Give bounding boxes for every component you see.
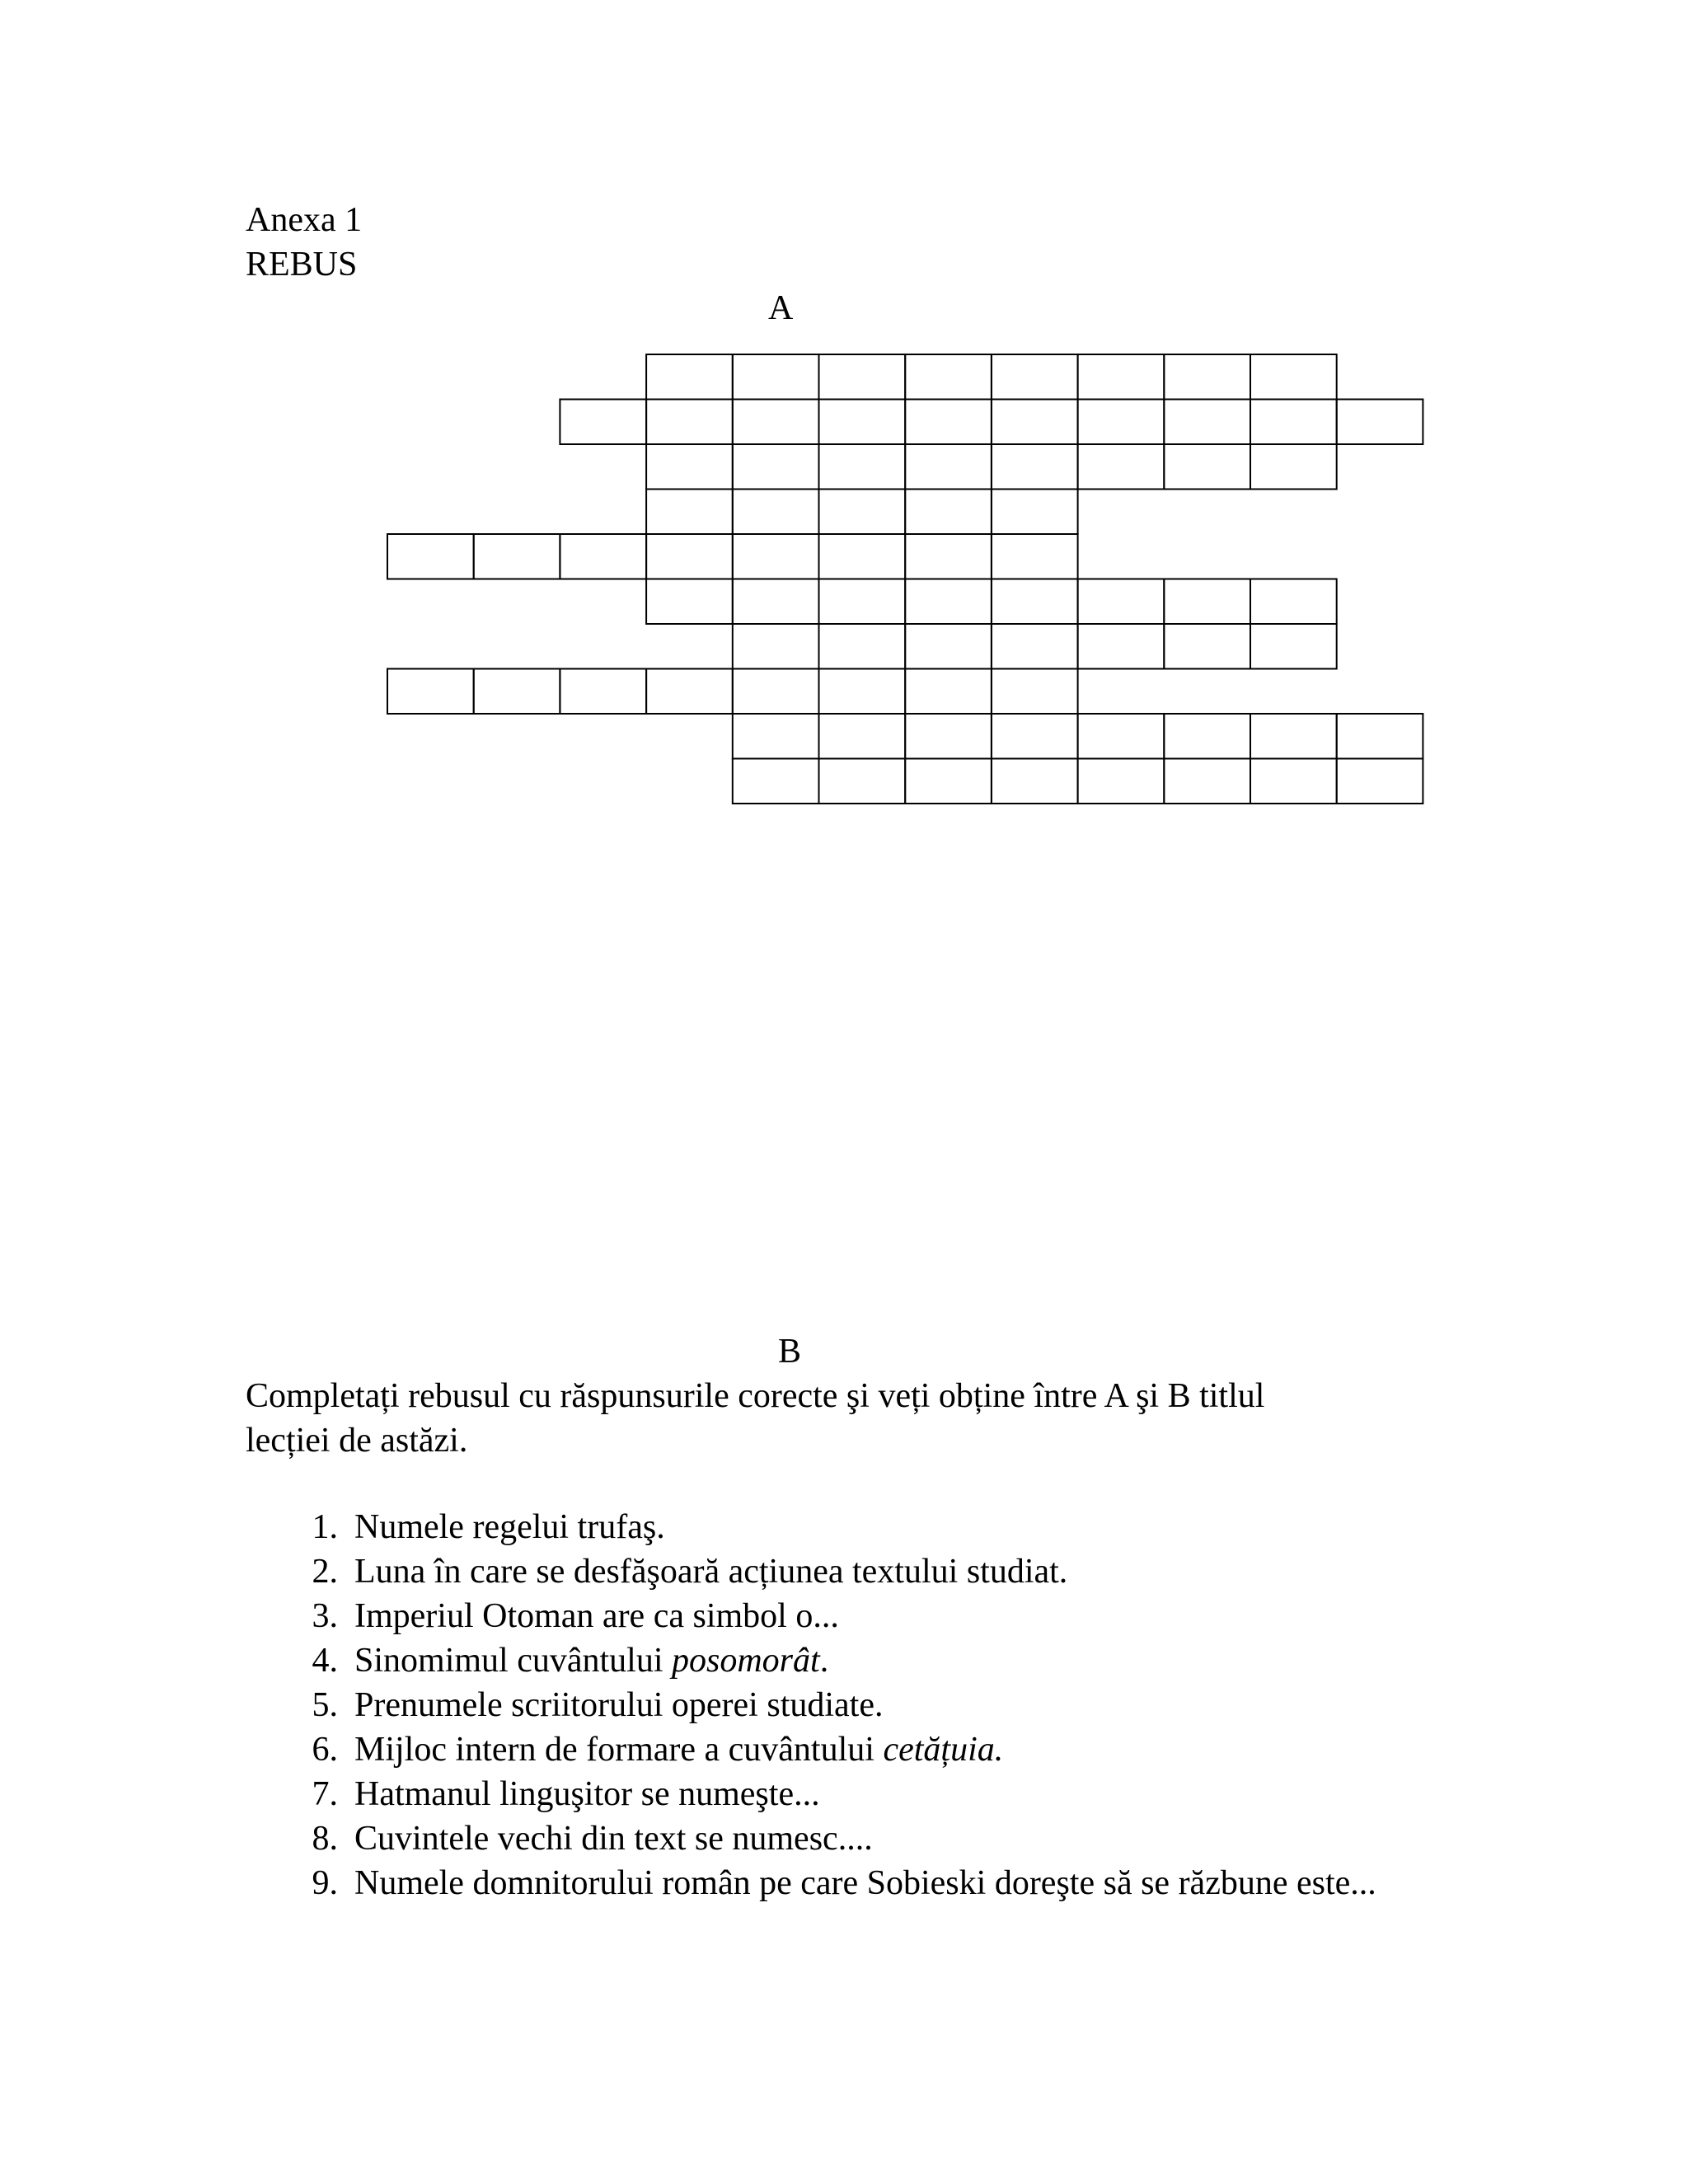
crossword-cell	[819, 354, 906, 400]
crossword-cell	[646, 579, 733, 625]
crossword-cell	[1250, 579, 1337, 625]
crossword-cell	[387, 534, 474, 579]
clue-item	[280, 1727, 1003, 1772]
crossword-cell	[733, 714, 819, 759]
crossword-cell	[474, 534, 560, 579]
crossword-cell	[819, 579, 906, 625]
crossword-row-3	[646, 444, 1337, 490]
marker-a: A	[768, 289, 794, 327]
crossword-cell	[819, 490, 906, 535]
crossword-cell	[905, 759, 992, 804]
clue-text: Hatmanul linguşitor se numeşte...	[354, 1775, 820, 1813]
crossword-cell	[905, 354, 992, 400]
crossword-cell	[819, 624, 906, 669]
clue-item	[280, 1505, 665, 1549]
crossword-cell	[646, 669, 733, 715]
crossword-cell	[992, 624, 1078, 669]
clue-number: 6.	[312, 1731, 338, 1769]
crossword-cell	[1250, 624, 1337, 669]
crossword-cell	[1164, 444, 1250, 490]
clue-number: 4.	[312, 1642, 338, 1680]
clue-item	[280, 1683, 883, 1727]
crossword-cell	[992, 354, 1078, 400]
crossword-cell	[819, 444, 906, 490]
crossword-row-8	[387, 669, 1078, 715]
crossword-row-7	[733, 624, 1337, 669]
clue-number: 9.	[312, 1864, 338, 1902]
crossword-cell	[905, 579, 992, 625]
crossword-cell	[1078, 444, 1165, 490]
crossword-cell	[819, 759, 906, 804]
crossword-cell	[646, 400, 733, 445]
crossword-cell	[1250, 444, 1337, 490]
instructions-line-1: Completați rebusul cu răspunsurile corecte şi veți obține între A şi B titlul	[246, 1377, 1265, 1415]
crossword-cell	[646, 490, 733, 535]
crossword-cell	[1250, 759, 1337, 804]
crossword-cell	[1164, 354, 1250, 400]
crossword-cell	[1164, 759, 1250, 804]
crossword-cell	[560, 669, 646, 715]
crossword-cell	[733, 624, 819, 669]
crossword-cell	[560, 534, 646, 579]
crossword-cell	[819, 714, 906, 759]
crossword-row-9	[733, 714, 1423, 759]
crossword-cell	[1078, 354, 1165, 400]
crossword-cell	[1164, 624, 1250, 669]
clue-text: Mijloc intern de formare a cuvântului	[354, 1731, 884, 1769]
crossword-cell	[819, 669, 906, 715]
clue-number: 2.	[312, 1553, 338, 1591]
clue-item	[280, 1772, 820, 1816]
clue-text: Numele domnitorului român pe care Sobieski doreşte să se răzbune este...	[354, 1864, 1376, 1902]
clue-text: Sinomimul cuvântului	[354, 1642, 672, 1680]
crossword-cell	[733, 400, 819, 445]
crossword-cell	[1078, 759, 1165, 804]
crossword-cell	[992, 714, 1078, 759]
crossword-cell	[1078, 400, 1165, 445]
crossword-cell	[992, 444, 1078, 490]
crossword-cell	[1250, 714, 1337, 759]
crossword-row-1	[646, 354, 1337, 400]
crossword-cell	[1164, 714, 1250, 759]
crossword-cell	[905, 400, 992, 445]
crossword-cell	[1250, 400, 1337, 445]
clue-item	[280, 1861, 1434, 1905]
crossword-cell	[992, 669, 1078, 715]
marker-b: B	[778, 1333, 802, 1371]
clue-text: Prenumele scriitorului operei studiate.	[354, 1686, 884, 1724]
clue-text: Numele regelui trufaş.	[354, 1508, 665, 1546]
crossword-cell	[646, 354, 733, 400]
crossword-cell	[819, 534, 906, 579]
clue-text-tail: .	[819, 1642, 829, 1680]
crossword-cell	[992, 490, 1078, 535]
crossword-cell	[1078, 579, 1165, 625]
crossword-cell	[1337, 759, 1423, 804]
clue-number: 5.	[312, 1686, 338, 1724]
crossword-cell	[1164, 579, 1250, 625]
crossword-cell	[560, 400, 646, 445]
crossword-cell	[1337, 400, 1423, 445]
clue-text: Cuvintele vechi din text se numesc....	[354, 1820, 873, 1858]
crossword-row-10	[733, 759, 1423, 804]
crossword-cell	[733, 444, 819, 490]
crossword-cell	[733, 579, 819, 625]
clue-item	[280, 1638, 828, 1683]
crossword-cell	[992, 759, 1078, 804]
crossword-cell	[646, 534, 733, 579]
crossword-cell	[1337, 714, 1423, 759]
clue-number: 1.	[312, 1508, 338, 1546]
crossword-cell	[733, 490, 819, 535]
crossword-cell	[992, 579, 1078, 625]
annex-label: Anexa 1	[246, 201, 363, 239]
crossword-cell	[905, 444, 992, 490]
crossword-cell	[905, 490, 992, 535]
crossword-row-2	[560, 400, 1423, 445]
crossword-cell	[905, 669, 992, 715]
clue-text: Luna în care se desfăşoară acțiunea textului studiat.	[354, 1553, 1068, 1591]
crossword-cell	[387, 669, 474, 715]
crossword-row-4	[646, 490, 1078, 535]
clue-italic-word: posomorât	[672, 1642, 820, 1680]
crossword-cell	[733, 534, 819, 579]
crossword-cell	[992, 534, 1078, 579]
clue-text: Imperiul Otoman are ca simbol o...	[354, 1597, 839, 1635]
crossword-cell	[1250, 354, 1337, 400]
clue-italic-word: cetățuia.	[883, 1731, 1004, 1769]
crossword-row-5	[387, 534, 1078, 579]
crossword-cell	[1164, 400, 1250, 445]
crossword-cell	[474, 669, 560, 715]
clue-number: 7.	[312, 1775, 338, 1813]
crossword-cell	[733, 354, 819, 400]
crossword-cell	[733, 759, 819, 804]
crossword-cell	[905, 714, 992, 759]
clue-item	[280, 1816, 873, 1861]
rebus-title: REBUS	[246, 246, 358, 284]
crossword-cell	[819, 400, 906, 445]
instructions-line-2: lecției de astăzi.	[246, 1422, 468, 1460]
crossword-cell	[905, 624, 992, 669]
clue-number: 3.	[312, 1597, 338, 1635]
crossword-cell	[646, 444, 733, 490]
clue-number: 8.	[312, 1820, 338, 1858]
crossword-cell	[905, 534, 992, 579]
crossword-grid	[0, 0, 1688, 824]
crossword-cell	[733, 669, 819, 715]
crossword-cell	[992, 400, 1078, 445]
clue-item	[280, 1549, 1067, 1594]
crossword-row-6	[646, 579, 1337, 625]
clue-item	[280, 1594, 839, 1638]
crossword-cell	[1078, 714, 1165, 759]
crossword-cell	[1078, 624, 1165, 669]
